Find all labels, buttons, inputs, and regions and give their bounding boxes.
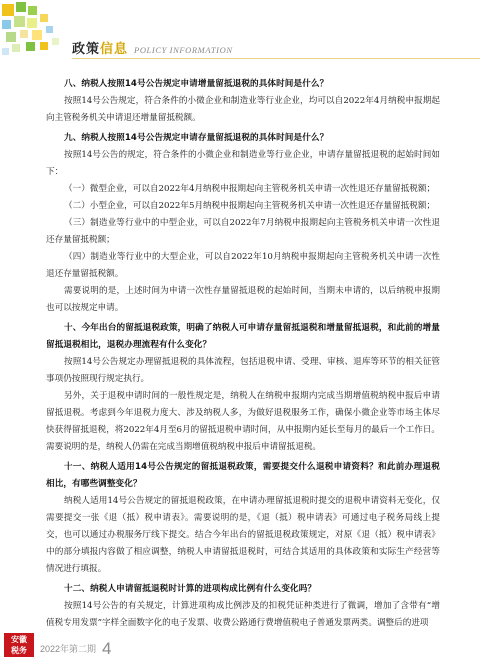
article-body [46, 76, 440, 632]
body-paragraph: 另外，关于退税申请时间的一般性规定是，纳税人在纳税申报期内完成当期增值税纳税申报后申请留抵退税。考虑到今年退税力度大、涉及纳税人多，为做好退税服务工作，确保小微企业等市场主体尽快获得留抵退税，将2022年4月至6月的留抵退税申请时间，从申报期内延长至每月的最后一个工作日。需要说明的是，纳税人仍需在完成当期增值税纳税申报后申请留抵退税。 [46, 391, 440, 452]
section-title-part2: 信息 [100, 42, 129, 57]
section-subtitle-en: POLICY INFORMATION [134, 45, 233, 55]
body-paragraph: （四）制造业等行业中的大型企业，可以自2022年10月纳税申报期起向主管税务机关申请一次性退还存量留抵税额。 [46, 252, 440, 279]
magazine-badge [4, 633, 34, 657]
body-paragraph: （三）制造业等行业中的中型企业，可以自2022年7月纳税申报期起向主管税务机关申请一次性退还存量留抵税额； [46, 218, 440, 245]
body-paragraph: 按照14号公告规定，符合条件的小微企业和制造业等行业企业，均可以自2022年4月纳税申报期起向主管税务机关申请退还增量留抵税额。 [46, 96, 440, 123]
decorative-squares-graphic [0, 0, 70, 66]
page-footer [4, 633, 112, 657]
body-paragraph: 按照14号公告的规定，符合条件的小微企业和制造业等行业企业，申请存量留抵退税的起始时间如下： [46, 150, 440, 177]
question-heading: 十一、纳税人适用14号公告规定的留抵退税政策，需要提交什么退税申请资料？和此前办理退税相比，有哪些调整变化？ [46, 462, 440, 489]
body-paragraph: 需要说明的是，上述时间为申请一次性存量留抵退税的起始时间，当期未申请的，以后纳税申报期也可以按规定申请。 [46, 286, 440, 313]
question-heading: 九、纳税人按照14号公告规定申请存量留抵退税的具体时间是什么？ [64, 133, 329, 143]
question-heading: 十二、纳税人申请留抵退税时计算的进项构成比例有什么变化吗？ [64, 584, 317, 594]
body-paragraph: （二）小型企业，可以自2022年5月纳税申报期起向主管税务机关申请一次性退还存量留抵税额； [64, 201, 436, 211]
body-paragraph: 按照14号公告的有关规定，计算进项构成比例涉及的扣税凭证种类进行了微调，增加了含带有“增值税专用发票”字样全面数字化的电子发票、收费公路通行费增值税电子普通发票两类。调整后的进项 [46, 601, 440, 628]
header-divider [72, 58, 480, 59]
page-number: 4 [102, 639, 112, 658]
question-heading: 十、今年出台的留抵退税政策，明确了纳税人可申请存量留抵退税和增量留抵退税，和此前的增量留抵退税相比，退税办理流程有什么变化？ [46, 323, 440, 350]
question-heading: 八、纳税人按照14号公告规定申请增量留抵退税的具体时间是什么？ [64, 79, 329, 89]
magazine-badge-line: 安徽 [11, 635, 27, 644]
issue-label: 2022年第二期 [40, 644, 97, 654]
body-paragraph: 纳税人适用14号公告规定的留抵退税政策，在申请办理留抵退税时提交的退税申请资料无变化，仅需要提交一张《退（抵）税申请表》。需要说明的是，《退（抵）税申请表》可通过电子税务局线上提交，也可以通过办税服务厅线下提交。结合今年出台的留抵退税政策规定，对原《退（抵）税申请表》中的部分填报内容做了相应调整，纳税人申请留抵退税时，可结合其适用的具体政策和实际生产经营等情况进行填报。 [46, 496, 440, 574]
body-paragraph: （一）微型企业，可以自2022年4月纳税申报期起向主管税务机关申请一次性退还存量留抵税额； [64, 184, 436, 194]
section-header [72, 38, 233, 57]
body-paragraph: 按照14号公告规定办理留抵退税的具体流程，包括退税申请、受理、审核、退库等环节的相关征管事项仍按照现行规定执行。 [46, 357, 440, 384]
section-title-part1: 政策 [72, 42, 101, 57]
magazine-badge-line: 税务 [11, 646, 27, 655]
